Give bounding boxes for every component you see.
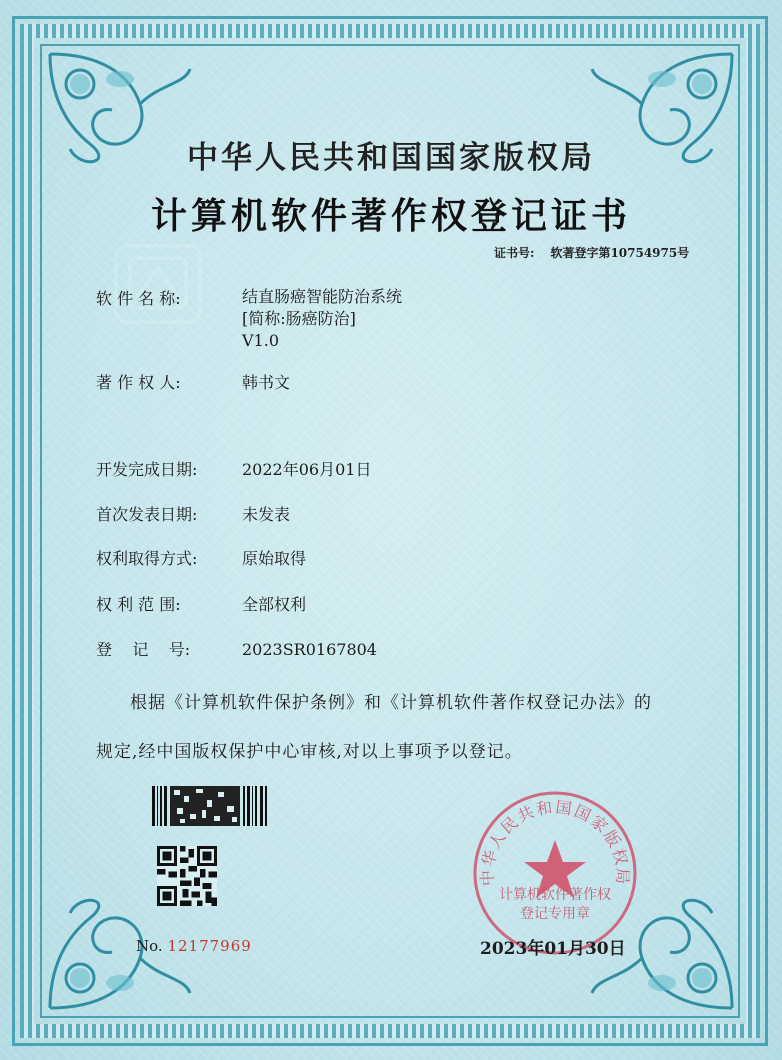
certificate-number-value: 软著登字第10754975号 (550, 246, 690, 260)
serial-value: 12177969 (167, 937, 252, 955)
field-first-publication-date (96, 502, 290, 525)
qr-code-icon (157, 846, 217, 906)
scope-label: 权 利 范 围: (96, 595, 181, 614)
statement-line-2: 规定,经中国版权保护中心审核,对以上事项予以登记。 (96, 742, 523, 762)
field-completion-date (96, 457, 371, 480)
official-seal (470, 788, 640, 958)
field-registration-number (96, 637, 377, 660)
completion-date-value: 2022年06月01日 (242, 460, 372, 479)
registration-number-label: 登 记 号: (96, 640, 191, 659)
seal-text-line-1: 计算机软件著作权 (499, 887, 611, 903)
first-publication-date-label: 首次发表日期: (96, 505, 198, 524)
issuer-title: 中华人民共和国国家版权局 (187, 140, 595, 176)
field-acquisition-method (96, 546, 306, 569)
issue-date: 2023年01月30日 (480, 939, 626, 959)
certificate-number (494, 244, 689, 261)
software-name-line: V1.0 (242, 331, 279, 350)
seal-ring-text: 中华人民共和国国家版权局 (477, 797, 633, 887)
certificate-title: 计算机软件著作权登记证书 (150, 195, 631, 237)
statement-line-1: 根据《计算机软件保护条例》和《计算机软件著作权登记办法》的 (130, 693, 652, 713)
field-scope (96, 592, 306, 615)
acquisition-method-label: 权利取得方式: (96, 549, 198, 568)
registration-number-value: 2023SR0167804 (242, 640, 377, 659)
software-name-line: 结直肠癌智能防治系统 (242, 287, 403, 306)
serial-prefix: No. (136, 937, 163, 955)
software-name-value (242, 286, 402, 352)
seal-text-line-2: 登记专用章 (520, 906, 590, 922)
field-copyright-owner (96, 370, 290, 393)
copyright-owner-label: 著 作 权 人: (96, 373, 181, 392)
watermark-emblem-icon (108, 238, 208, 330)
serial-number (136, 937, 252, 955)
software-name-line: [简称:肠癌防治] (242, 309, 356, 328)
scope-value: 全部权利 (242, 595, 307, 614)
certificate-number-label: 证书号: (494, 246, 535, 260)
acquisition-method-value: 原始取得 (242, 549, 307, 568)
copyright-owner-value: 韩书文 (242, 373, 291, 392)
barcode-icon (152, 786, 268, 826)
completion-date-label: 开发完成日期: (96, 460, 198, 479)
first-publication-date-value: 未发表 (242, 505, 291, 524)
field-software-name (96, 286, 242, 309)
software-name-label: 软 件 名 称: (96, 289, 181, 308)
